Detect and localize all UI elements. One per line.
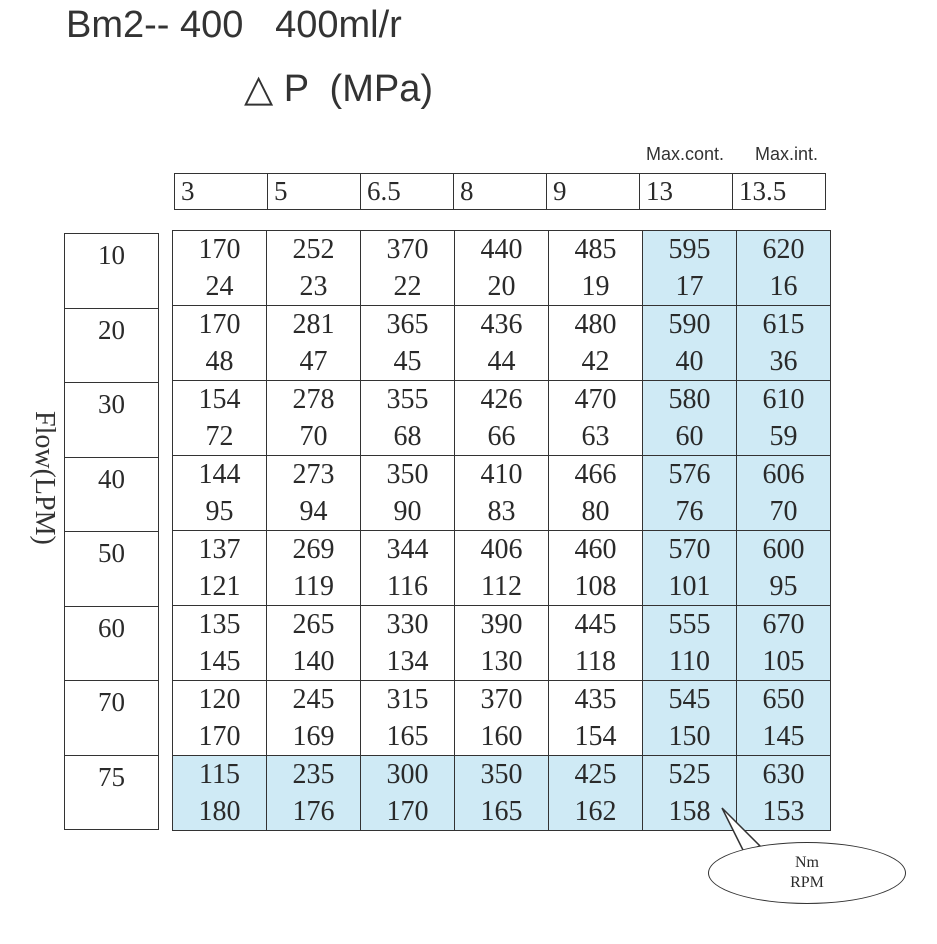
chart-title: Bm2-- 400 400ml/r [66, 4, 402, 46]
torque-value: 480 [574, 309, 617, 340]
torque-value: 300 [386, 759, 429, 790]
speed-value: 165 [480, 796, 523, 827]
torque-value: 426 [480, 384, 523, 415]
torque-value: 350 [480, 759, 523, 790]
speed-value: 45 [393, 346, 422, 377]
speed-value: 59 [769, 421, 798, 452]
torque-value: 252 [292, 234, 335, 265]
speed-value: 134 [386, 646, 429, 677]
torque-value: 135 [198, 609, 241, 640]
speed-value: 150 [668, 721, 711, 752]
flow-cell: 70 [65, 681, 159, 756]
torque-value: 590 [668, 309, 711, 340]
speed-value: 160 [480, 721, 523, 752]
torque-value: 265 [292, 609, 335, 640]
torque-value: 525 [668, 759, 711, 790]
pressure-header-cell: 6.5 [361, 174, 454, 210]
speed-value: 63 [581, 421, 610, 452]
flow-cell: 40 [65, 457, 159, 532]
torque-value: 330 [386, 609, 429, 640]
torque-value: 115 [199, 759, 240, 790]
speed-value: 108 [574, 571, 617, 602]
torque-value: 570 [668, 534, 711, 565]
pressure-header-cell: 13 [640, 174, 733, 210]
torque-value: 410 [480, 459, 523, 490]
torque-value: 670 [762, 609, 805, 640]
flow-cell: 75 [65, 755, 159, 830]
speed-value: 20 [487, 271, 516, 302]
speed-value: 95 [769, 571, 798, 602]
speed-value: 17 [675, 271, 704, 302]
speed-value: 70 [299, 421, 328, 452]
torque-value: 600 [762, 534, 805, 565]
speed-value: 130 [480, 646, 523, 677]
torque-value: 436 [480, 309, 523, 340]
speed-value: 42 [581, 346, 610, 377]
torque-value: 370 [480, 684, 523, 715]
torque-value: 120 [198, 684, 241, 715]
pressure-header-cell: 13.5 [733, 174, 826, 210]
torque-value: 350 [386, 459, 429, 490]
speed-value: 16 [769, 271, 798, 302]
pressure-header-cell: 8 [454, 174, 547, 210]
torque-value: 650 [762, 684, 805, 715]
speed-value: 145 [762, 721, 805, 752]
speed-value: 90 [393, 496, 422, 527]
speed-value: 66 [487, 421, 516, 452]
speed-value: 110 [669, 646, 710, 677]
torque-value: 269 [292, 534, 335, 565]
max-cont-note: Max.cont. [646, 144, 725, 164]
speed-value: 105 [762, 646, 805, 677]
speed-value: 119 [293, 571, 334, 602]
speed-value: 80 [581, 496, 610, 527]
torque-value: 580 [668, 384, 711, 415]
torque-value: 406 [480, 534, 523, 565]
flow-cell: 60 [65, 606, 159, 681]
flow-cell: 30 [65, 383, 159, 458]
torque-value: 154 [198, 384, 241, 415]
torque-value: 606 [762, 459, 805, 490]
torque-value: 170 [198, 309, 241, 340]
speed-value: 72 [205, 421, 234, 452]
speed-value: 83 [487, 496, 516, 527]
pressure-header-cell: 5 [268, 174, 361, 210]
torque-value: 576 [668, 459, 711, 490]
speed-value: 48 [205, 346, 234, 377]
torque-value: 344 [386, 534, 429, 565]
pressure-header-cell: 9 [547, 174, 640, 210]
torque-value: 281 [292, 309, 335, 340]
torque-value: 445 [574, 609, 617, 640]
pressure-axis-title: △ P (MPa) [244, 68, 433, 110]
torque-value: 370 [386, 234, 429, 265]
speed-value: 140 [292, 646, 335, 677]
torque-value: 137 [198, 534, 241, 565]
torque-value: 620 [762, 234, 805, 265]
torque-value: 466 [574, 459, 617, 490]
torque-value: 278 [292, 384, 335, 415]
speed-value: 169 [292, 721, 335, 752]
speed-value: 101 [668, 571, 711, 602]
torque-value: 470 [574, 384, 617, 415]
torque-value: 440 [480, 234, 523, 265]
speed-value: 24 [205, 271, 234, 302]
speed-value: 170 [386, 796, 429, 827]
torque-value: 435 [574, 684, 617, 715]
speed-value: 176 [292, 796, 335, 827]
torque-value: 235 [292, 759, 335, 790]
torque-value: 555 [668, 609, 711, 640]
speed-value: 22 [393, 271, 422, 302]
flow-cell: 20 [65, 308, 159, 383]
speed-value: 154 [574, 721, 617, 752]
torque-value: 460 [574, 534, 617, 565]
legend-speed-unit: RPM [790, 874, 824, 891]
speed-value: 121 [198, 571, 241, 602]
speed-value: 112 [481, 571, 522, 602]
torque-value: 485 [574, 234, 617, 265]
speed-value: 95 [205, 496, 234, 527]
speed-value: 36 [769, 346, 798, 377]
torque-value: 144 [198, 459, 241, 490]
torque-value: 610 [762, 384, 805, 415]
legend-torque-unit: Nm [795, 854, 819, 871]
flow-cell: 10 [65, 234, 159, 309]
speed-value: 68 [393, 421, 422, 452]
speed-value: 170 [198, 721, 241, 752]
speed-value: 165 [386, 721, 429, 752]
torque-value: 425 [574, 759, 617, 790]
speed-value: 158 [668, 796, 711, 827]
legend-bubble [708, 842, 906, 904]
torque-value: 615 [762, 309, 805, 340]
torque-value: 545 [668, 684, 711, 715]
flow-axis-label: Flow(LPM) [29, 411, 60, 545]
speed-value: 60 [675, 421, 704, 452]
speed-value: 47 [299, 346, 328, 377]
speed-value: 19 [581, 271, 610, 302]
speed-value: 40 [675, 346, 704, 377]
speed-value: 70 [769, 496, 798, 527]
pressure-header-cell: 3 [175, 174, 268, 210]
speed-value: 76 [675, 496, 704, 527]
torque-value: 595 [668, 234, 711, 265]
torque-value: 315 [386, 684, 429, 715]
torque-value: 170 [198, 234, 241, 265]
speed-value: 162 [574, 796, 617, 827]
flow-cell: 50 [65, 532, 159, 607]
speed-value: 145 [198, 646, 241, 677]
speed-value: 153 [762, 796, 805, 827]
torque-value: 273 [292, 459, 335, 490]
torque-value: 245 [292, 684, 335, 715]
speed-value: 44 [487, 346, 516, 377]
torque-value: 365 [386, 309, 429, 340]
speed-value: 94 [299, 496, 328, 527]
torque-value: 390 [480, 609, 523, 640]
torque-value: 355 [386, 384, 429, 415]
torque-value: 630 [762, 759, 805, 790]
max-int-note: Max.int. [755, 144, 819, 164]
speed-value: 23 [299, 271, 328, 302]
speed-value: 118 [575, 646, 616, 677]
speed-value: 180 [198, 796, 241, 827]
speed-value: 116 [387, 571, 428, 602]
